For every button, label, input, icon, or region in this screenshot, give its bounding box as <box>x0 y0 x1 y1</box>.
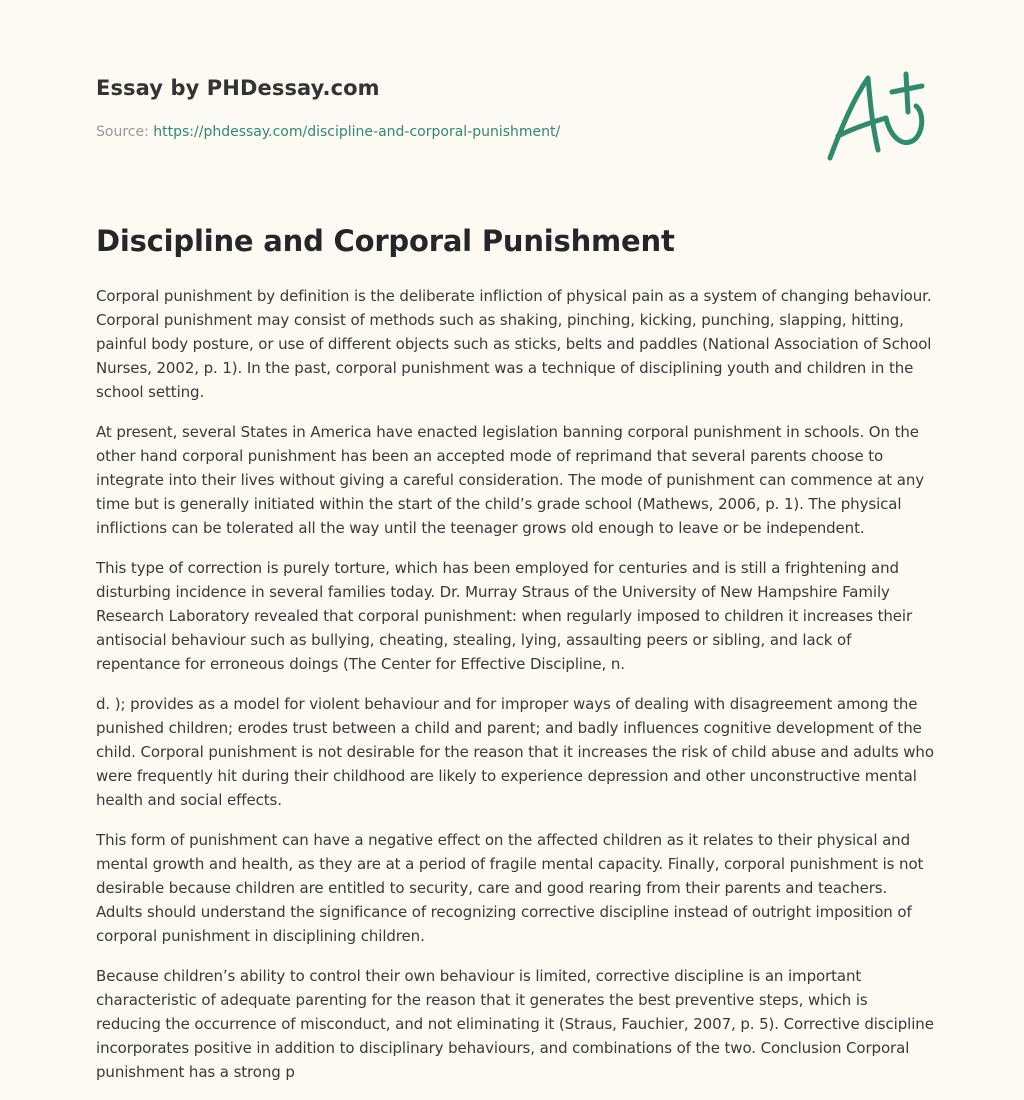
essay-paragraph: d. ); provides as a model for violent behaviour and for improper ways of dealing with disagreement among the punished children; erodes trust between a child and parent; and badly influences cognitive development of the child. Corporal punishment is not desirable for the reason that it increases the risk of child abuse and adults who were frequently hit during their childhood are likely to experience depression and other unconstructive mental health and social effects. <box>96 695 934 809</box>
source-link[interactable]: https://phdessay.com/discipline-and-corporal-punishment/ <box>153 124 561 140</box>
essay-paragraph: At present, several States in America have enacted legislation banning corporal punishment in schools. On the other hand corporal punishment has been an accepted mode of reprimand that several parents choose to integrate into their lives without giving a careful consideration. The mode of punishment can commence at any time but is generally initiated within the start of the child’s grade school (Mathews, 2006, p. 1). The physical inflictions can be tolerated all the way until the teenager grows old enough to leave or be independent. <box>96 423 925 537</box>
source-label: Source: <box>96 124 154 140</box>
source-line <box>96 124 560 140</box>
a-plus-logo-icon <box>820 66 930 166</box>
essay-body <box>96 284 936 1100</box>
essay-paragraph: This type of correction is purely torture, which has been employed for centuries and is still a frightening and disturbing incidence in several families today. Dr. Murray Straus of the University of New Hampshire Family Research Laboratory revealed that corporal punishment: when regularly imposed to children it increases their antisocial behaviour such as bullying, cheating, stealing, lying, assaulting peers or sibling, and lack of repentance for erroneous doings (The Center for Effective Discipline, n. <box>96 559 913 673</box>
essay-paragraph: Because children’s ability to control their own behaviour is limited, corrective discipline is an important characteristic of adequate parenting for the reason that it generates the best preventive steps, which is reducing the occurrence of misconduct, and not eliminating it (Straus, Fauchier, 2007, p. 5). Corrective discipline incorporates positive in addition to disciplinary behaviours, and combinations of the two. Conclusion Corporal punishment has a strong p <box>96 967 934 1081</box>
essay-paragraph: This form of punishment can have a negative effect on the affected children as it relates to their physical and mental growth and health, as they are at a period of fragile mental capacity. Finally, corporal punishment is not desirable because children are entitled to security, care and good rearing from their parents and teachers. Adults should understand the significance of recognizing corrective discipline instead of outright imposition of corporal punishment in disciplining children. <box>96 831 924 945</box>
page-title: Discipline and Corporal Punishment <box>96 224 675 258</box>
site-brand: Essay by PHDessay.com <box>96 76 380 100</box>
essay-paragraph: Corporal punishment by definition is the deliberate infliction of physical pain as a system of changing behaviour. Corporal punishment may consist of methods such as shaking, pinching, kicking, punching, slapping, hitting, painful body posture, or use of different objects such as sticks, belts and paddles (National Association of School Nurses, 2002, p. 1). In the past, corporal punishment was a technique of disciplining youth and children in the school setting. <box>96 287 932 401</box>
